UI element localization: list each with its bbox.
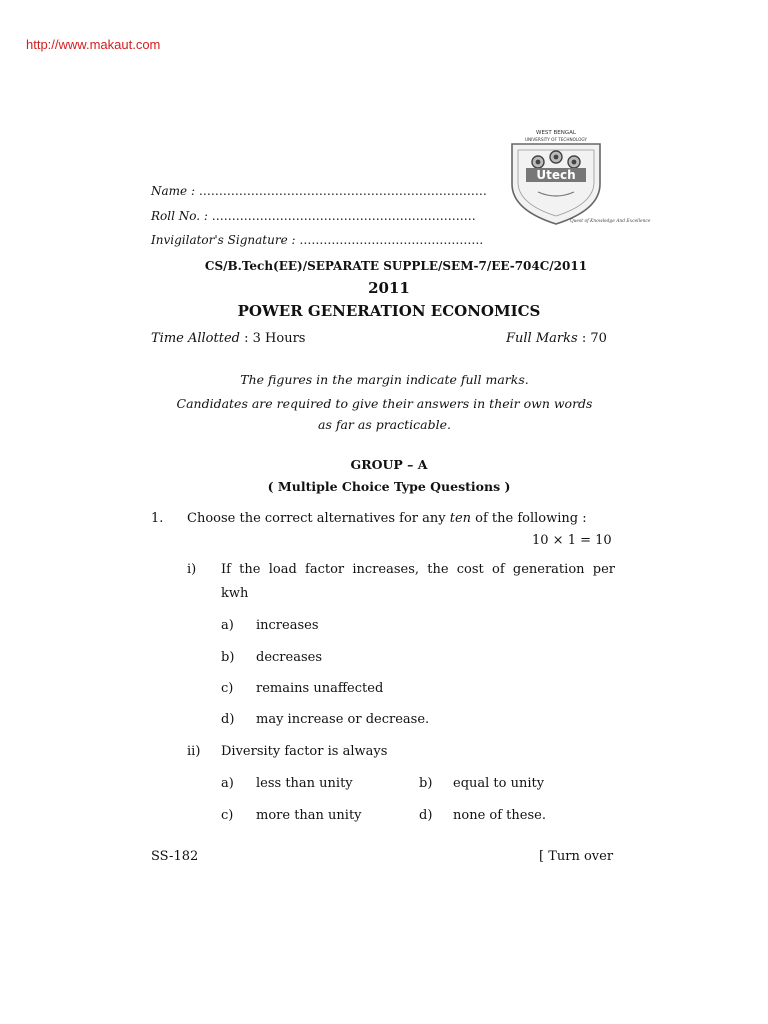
- name-label: Name :: [151, 184, 195, 198]
- option-text: remains unaffected: [256, 681, 384, 696]
- question-number: 1.: [151, 511, 164, 526]
- option-text: less than unity: [256, 776, 353, 791]
- subquestion-text-line-2: kwh: [221, 586, 249, 601]
- paper-code: CS/B.Tech(EE)/SEPARATE SUPPLE/SEM-7/EE-704C/2011: [204, 259, 588, 273]
- question-text: [187, 511, 587, 526]
- option-label: b): [221, 650, 235, 665]
- utech-logo: [498, 126, 651, 232]
- exam-year: 2011: [368, 279, 410, 297]
- subquestion-number: ii): [187, 744, 201, 759]
- time-allotted: [151, 331, 305, 346]
- option-text: may increase or decrease.: [256, 712, 430, 727]
- option-label: c): [221, 808, 234, 823]
- option-text: decreases: [256, 650, 322, 665]
- svg-text:UNIVERSITY OF TECHNOLOGY: UNIVERSITY OF TECHNOLOGY: [524, 137, 588, 142]
- option-label: a): [221, 776, 234, 791]
- turn-over-note: [ Turn over: [539, 849, 614, 864]
- group-heading: GROUP – A: [350, 457, 428, 472]
- option-text: none of these.: [453, 808, 546, 823]
- option-label: d): [419, 808, 433, 823]
- roll-no-blank: …………………………………………………………: [211, 209, 476, 223]
- option-label: b): [419, 776, 433, 791]
- invigilator-signature-field: [151, 233, 483, 247]
- svg-text:WEST BENGAL: WEST BENGAL: [536, 130, 576, 136]
- subquestion-text-line-1: If the load factor increases, the cost of generation per: [221, 562, 615, 577]
- option-label: c): [221, 681, 234, 696]
- option-label: d): [221, 712, 235, 727]
- instruction-line-2: Candidates are required to give their answers in their own words: [176, 396, 593, 411]
- question-marks: 10 × 1 = 10: [532, 533, 612, 548]
- option-text: more than unity: [256, 808, 362, 823]
- group-subtitle: ( Multiple Choice Type Questions ): [267, 479, 511, 494]
- time-allotted-label: Time Allotted: [151, 331, 240, 346]
- full-marks-label: Full Marks: [506, 331, 578, 346]
- time-allotted-value: : 3 Hours: [244, 331, 306, 346]
- svg-text:Utech: Utech: [536, 168, 576, 182]
- roll-no-field: [151, 209, 476, 223]
- subquestion-number: i): [187, 562, 197, 577]
- invigilator-signature-label: Invigilator's Signature :: [151, 233, 296, 247]
- question-text-part-2: of the following :: [471, 511, 587, 526]
- full-marks-value: : 70: [581, 331, 607, 346]
- svg-text:Quest of Knowledge And Excelle: Quest of Knowledge And Excellence: [570, 219, 651, 224]
- option-text: increases: [256, 618, 319, 633]
- option-text: equal to unity: [453, 776, 545, 791]
- full-marks: [506, 331, 607, 346]
- instruction-line-3: as far as practicable.: [318, 417, 451, 432]
- source-url-link[interactable]: http://www.makaut.com: [26, 37, 161, 52]
- paper-title: POWER GENERATION ECONOMICS: [237, 302, 541, 320]
- subquestion-text: Diversity factor is always: [221, 744, 388, 759]
- roll-no-label: Roll No. :: [151, 209, 208, 223]
- name-field: [151, 184, 487, 198]
- instruction-line-1: The figures in the margin indicate full marks.: [240, 372, 529, 387]
- question-text-part-1: Choose the correct alternatives for any: [187, 511, 450, 526]
- subquestion-text: [221, 562, 615, 577]
- option-label: a): [221, 618, 234, 633]
- page-code: SS-182: [151, 849, 199, 864]
- name-blank: ………………………………………………………………: [198, 184, 487, 198]
- invigilator-signature-blank: ……………………………………….: [299, 233, 484, 247]
- question-text-emphasis: ten: [449, 511, 472, 526]
